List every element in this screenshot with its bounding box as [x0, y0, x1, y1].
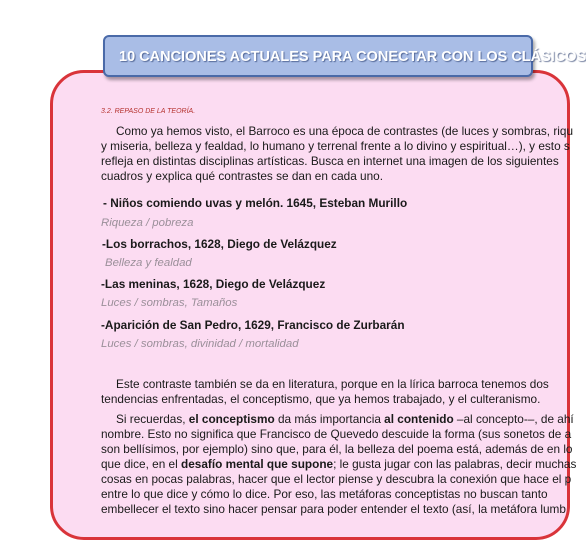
artwork-answer-2: Belleza y fealdad: [105, 257, 192, 269]
intro-line-2: y miseria, belleza y fealdad, lo humano y terrenal frente a lo divino y espiritual…), y esto s: [101, 139, 570, 153]
para2-line-1: Este contraste también se da en literatura, porque en la lírica barroca tenemos dos: [116, 377, 549, 391]
para2-line-2: tendencias enfrentadas, el conceptismo, que ya hemos trabajado, y el culteranismo.: [101, 392, 541, 406]
para3-line-3: son bellísimos, por ejemplo) sino que, para él, la belleza del poema está, además de en lo: [101, 442, 573, 456]
para3-line-4: que dice, en el desafío mental que supone; le gusta jugar con las palabras, decir muchas: [101, 457, 577, 471]
section-label: 3.2. REPASO DE LA TEORÍA.: [101, 108, 196, 115]
artwork-title-2: -Los borrachos, 1628, Diego de Velázquez: [102, 237, 337, 251]
intro-line-3: refleja en distintas disciplinas artísticas. Busca en internet una imagen de los siguientes: [101, 154, 559, 168]
artwork-answer-3: Luces / sombras, Tamaños: [101, 297, 238, 309]
para3-line-6: entre lo que dice y cómo lo dice. Por eso, las metáforas conceptistas no buscan tanto: [101, 487, 548, 501]
artwork-answer-1: Riqueza / pobreza: [101, 217, 194, 229]
title-banner: [103, 35, 586, 77]
para3-line-7: embellecer el texto sino hacer pensar para poder entender el texto (así, la metáfora lumb: [101, 502, 566, 516]
artwork-title-3: -Las meninas, 1628, Diego de Velázquez: [101, 277, 326, 291]
document-title: 10 CANCIONES ACTUALES PARA CONECTAR CON LOS CLÁSICOS: [119, 49, 586, 65]
artwork-title-1: - Niños comiendo uvas y melón. 1645, Esteban Murillo: [103, 196, 408, 210]
artwork-answer-4: Luces / sombras, divinidad / mortalidad: [101, 338, 299, 350]
para3-line-5: cosas en pocas palabras, hacer que el lector piense y descubra la conexión que hace el p: [101, 472, 572, 486]
artwork-title-4: -Aparición de San Pedro, 1629, Francisco de Zurbarán: [101, 318, 405, 332]
intro-line-4: cuadros y explica qué contrastes se dan en cada uno.: [101, 169, 383, 183]
para3-line-2: nombre. Esto no significa que Francisco de Quevedo descuide la forma (sus sonetos de a: [101, 427, 572, 441]
para3-line-1: Si recuerdas, el conceptismo da más importancia al contenido –al concepto-–, de ahí: [116, 412, 574, 426]
intro-line-1: Como ya hemos visto, el Barroco es una época de contrastes (de luces y sombras, riqu: [116, 124, 574, 138]
